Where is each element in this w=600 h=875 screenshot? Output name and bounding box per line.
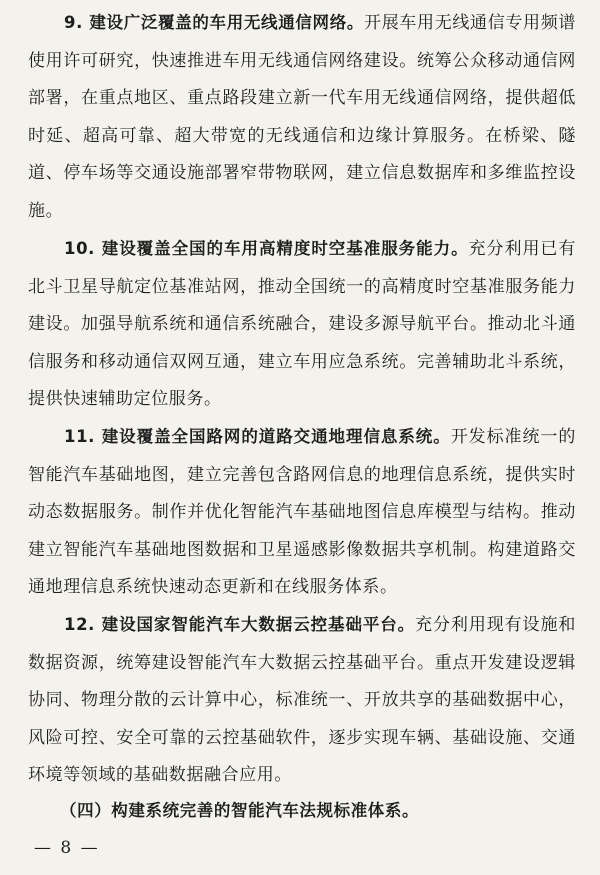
paragraph-lead: 11. 建设覆盖全国路网的道路交通地理信息系统。 [64,427,451,446]
section-heading: （四）构建系统完善的智能汽车法规标准体系。 [60,801,420,820]
paragraph-item-12 [28,606,576,795]
paragraph-lead: 10. 建设覆盖全国的车用高精度时空基准服务能力。 [64,239,469,258]
paragraph-body: 充分利用已有北斗卫星导航定位基准站网，推动全国统一的高精度时空基准服务能力建设。加强导航系统和通信系统融合，建设多源导航平台。推动北斗通信服务和移动通信双网互通，建立车用应急系统。完善辅助北斗系统，提供快速辅助定位服务。 [28,239,576,409]
paragraph-item-9 [28,4,576,230]
page-number: — 8 — [34,838,100,858]
paragraph-lead: 9. 建设广泛覆盖的车用无线通信网络。 [64,13,365,32]
paragraph-item-11 [28,418,576,607]
paragraph-body: 开发标准统一的智能汽车基础地图，建立完善包含路网信息的地理信息系统，提供实时动态数据服务。制作并优化智能汽车基础地图信息库模型与结构。推动建立智能汽车基础地图数据和卫星遥感影像数据共享机制。构建道路交通地理信息系统快速动态更新和在线服务体系。 [28,427,576,597]
paragraph-item-10 [28,230,576,419]
paragraph-lead: 12. 建设国家智能汽车大数据云控基础平台。 [64,615,416,634]
paragraph-body: 开展车用无线通信专用频谱使用许可研究，快速推进车用无线通信网络建设。统筹公众移动通信网部署，在重点地区、重点路段建立新一代车用无线通信网络，提供超低时延、超高可靠、超大带宽的无线通信和边缘计算服务。在桥梁、隧道、停车场等交通设施部署窄带物联网，建立信息数据库和多维监控设施。 [28,13,576,221]
paragraph-body: 充分利用现有设施和数据资源，统筹建设智能汽车大数据云控基础平台。重点开发建设逻辑协同、物理分散的云计算中心，标准统一、开放共享的基础数据中心，风险可控、安全可靠的云控基础软件，逐步实现车辆、基础设施、交通环境等领域的基础数据融合应用。 [28,615,576,785]
